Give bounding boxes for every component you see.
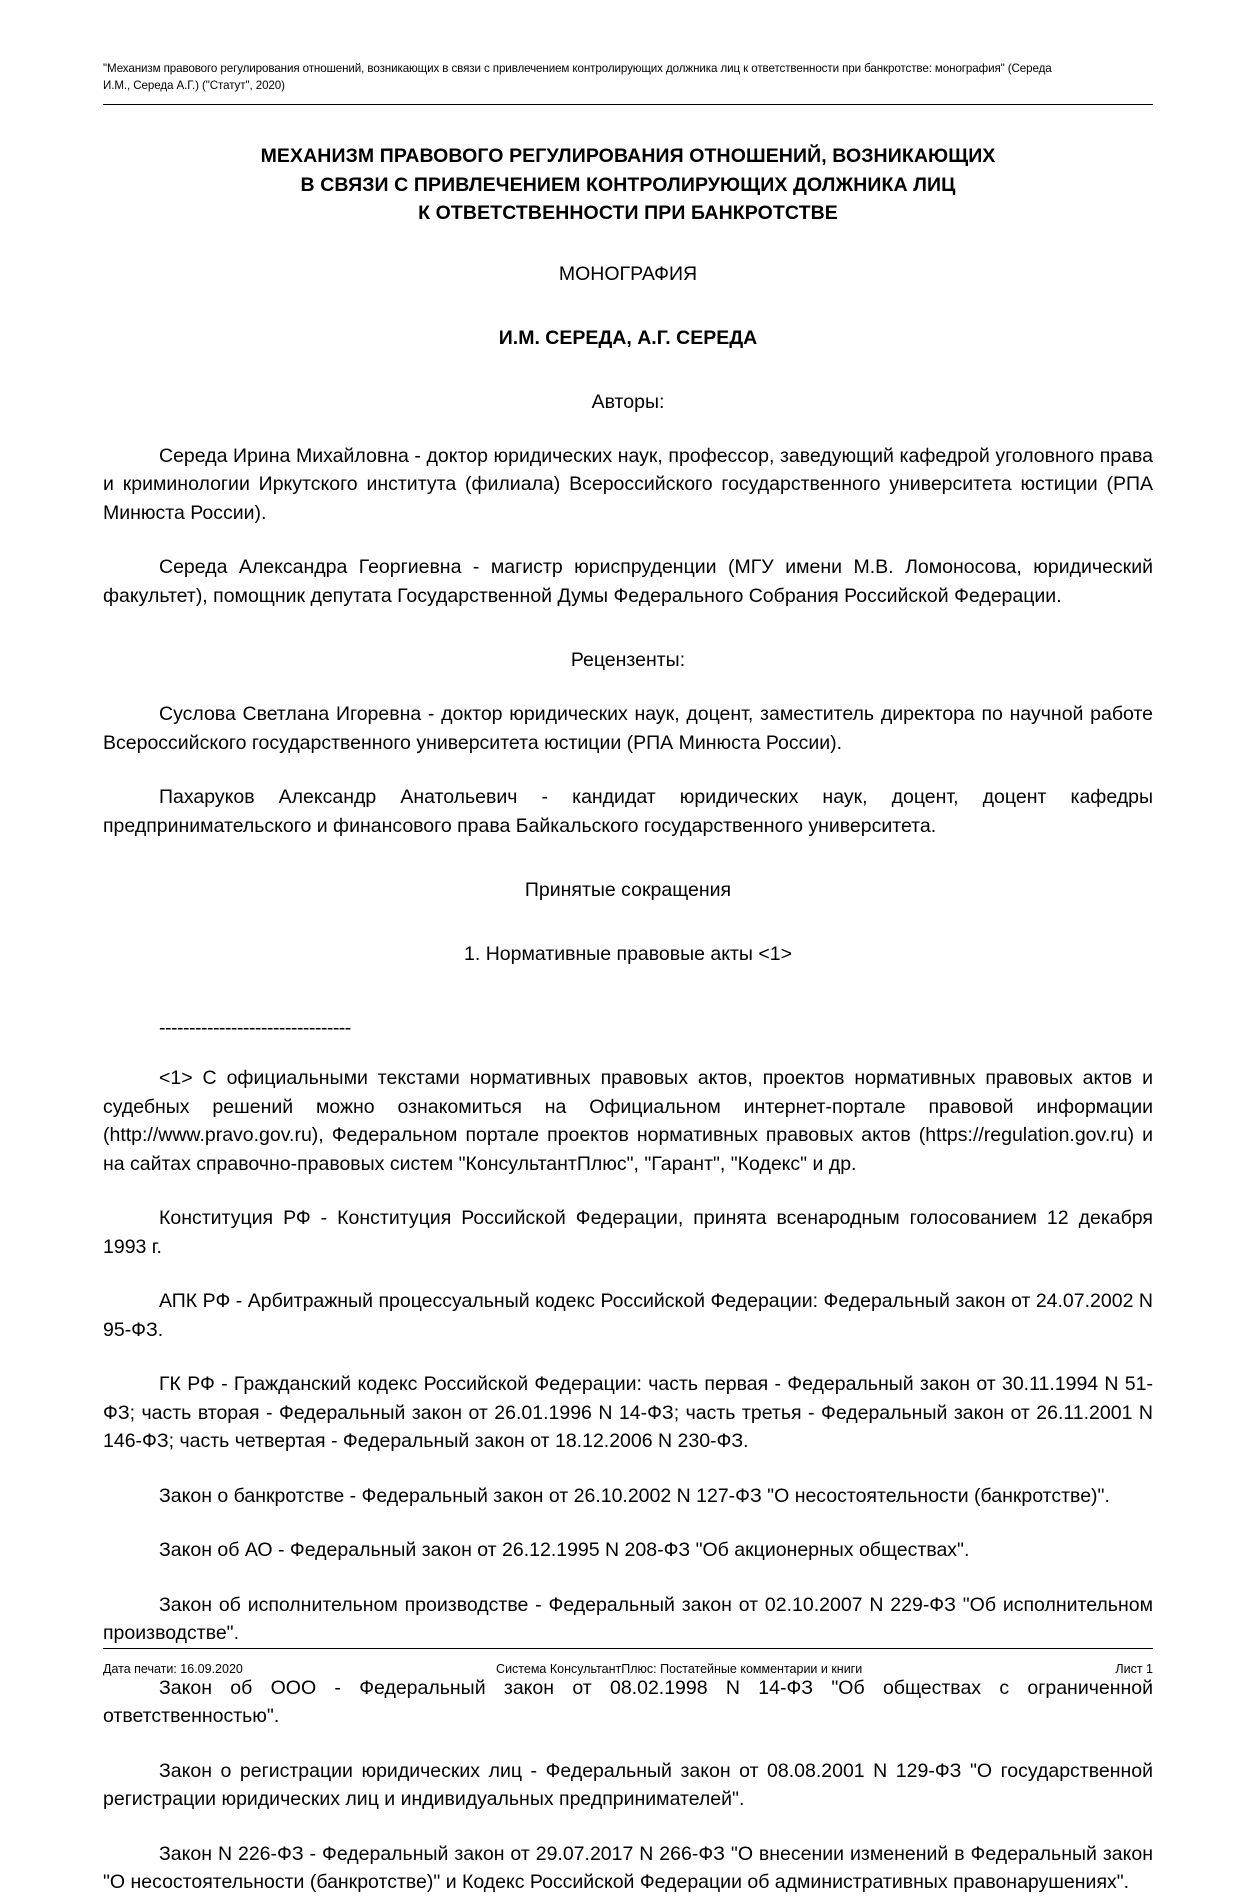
abbreviation-entry-7: Закон об ООО - Федеральный закон от 08.02.1998 N 14-ФЗ "Об обществах с ограниченной ответственностью". xyxy=(103,1676,1153,1727)
abbreviation-entry-4: Закон о банкротстве - Федеральный закон от 26.10.2002 N 127-ФЗ "О несостоятельности (банкротстве)". xyxy=(159,1484,1110,1507)
authors-section-label: Авторы: xyxy=(591,390,665,413)
abbreviations-heading: Принятые сокращения xyxy=(524,879,732,901)
footnote-separator: -------------------------------- xyxy=(159,1017,351,1039)
reviewer-bio-1: Суслова Светлана Игоревна - доктор юридических наук, доцент, заместитель директора по научной работе Всероссийского государственного университета юстиции (РПА Минюста России). xyxy=(103,703,1153,754)
running-header-line-1: "Механизм правового регулирования отношений, возникающих в связи с привлечением контролирующих должника лиц к ответственности при банкротстве: монография" (Середа xyxy=(103,62,1052,75)
footer-divider xyxy=(103,1648,1153,1649)
running-header xyxy=(103,60,1153,94)
footer-print-date: Дата печати: 16.09.2020 xyxy=(103,1662,243,1676)
section-heading-normative-acts: 1. Нормативные правовые акты <1> xyxy=(464,943,792,965)
page-title-line-2: В СВЯЗИ С ПРИВЛЕЧЕНИЕМ КОНТРОЛИРУЮЩИХ ДОЛЖНИКА ЛИЦ xyxy=(300,173,956,196)
author-bio-1: Середа Ирина Михайловна - доктор юридических наук, профессор, заведующий кафедрой уголовного права и криминологии Иркутского института (филиала) Всероссийского государственного университета юстиции (РПА Минюста России). xyxy=(103,444,1153,524)
header-divider xyxy=(103,104,1153,105)
abbreviation-entry-9: Закон N 226-ФЗ - Федеральный закон от 29.07.2017 N 266-ФЗ "О внесении изменений в Федеральный закон "О несостоятельности (банкротстве)" и Кодекс Российской Федерации об административных правонарушениях". xyxy=(103,1842,1153,1893)
running-footer xyxy=(103,1660,1153,1678)
document-subtitle: МОНОГРАФИЯ xyxy=(558,262,698,285)
footnote-1: <1> С официальными текстами нормативных правовых актов, проектов нормативных правовых актов и судебных решений можно ознакомиться на Официальном интернет-портале правовой информации (http://www.pravo.gov.ru), Федеральном портале проектов нормативных правовых актов (https://regulation.gov.ru) и на сайтах справочно-правовых систем "КонсультантПлюс", "Гарант", "Кодекс" и др. xyxy=(103,1067,1153,1175)
abbreviation-entry-6: Закон об исполнительном производстве - Федеральный закон от 02.10.2007 N 229-ФЗ "Об исполнительном производстве". xyxy=(103,1593,1153,1644)
page-title-line-3: К ОТВЕТСТВЕННОСТИ ПРИ БАНКРОТСТВЕ xyxy=(418,202,838,224)
abbreviation-entry-1: Конституция РФ - Конституция Российской Федерации, принята всенародным голосованием 12 декабря 1993 г. xyxy=(103,1207,1153,1258)
abbreviation-entry-8: Закон о регистрации юридических лиц - Федеральный закон от 08.08.2001 N 129-ФЗ "О государственной регистрации юридических лиц и индивидуальных предпринимателей". xyxy=(103,1759,1153,1810)
abbreviation-entry-3: ГК РФ - Гражданский кодекс Российской Федерации: часть первая - Федеральный закон от 30.11.1994 N 51-ФЗ; часть вторая - Федеральный закон от 26.01.1996 N 14-ФЗ; часть третья - Федеральный закон от 26.11.2001 N 146-ФЗ; часть четвертая - Федеральный закон от 18.12.2006 N 230-ФЗ. xyxy=(103,1373,1153,1452)
running-header-line-2: И.М., Середа А.Г.) ("Статут", 2020) xyxy=(103,79,285,92)
abbreviation-entry-5: Закон об АО - Федеральный закон от 26.12.1995 N 208-ФЗ "Об акционерных обществах". xyxy=(159,1539,970,1561)
reviewers-section-label: Рецензенты: xyxy=(570,649,686,671)
page-title xyxy=(103,142,1153,228)
document-body xyxy=(103,142,1153,1897)
abbreviation-entry-2: АПК РФ - Арбитражный процессуальный кодекс Российской Федерации: Федеральный закон от 24.07.2002 N 95-ФЗ. xyxy=(103,1290,1153,1341)
page-title-line-1: МЕХАНИЗМ ПРАВОВОГО РЕГУЛИРОВАНИЯ ОТНОШЕНИЙ, ВОЗНИКАЮЩИХ xyxy=(260,145,996,167)
footer-system-name: Система КонсультантПлюс: Постатейные комментарии и книги xyxy=(496,1662,863,1676)
author-bio-2: Середа Александра Георгиевна - магистр юриспруденции (МГУ имени М.В. Ломоносова, юридический факультет), помощник депутата Государственной Думы Федерального Собрания Российской Федерации. xyxy=(103,556,1153,607)
authors-names: И.М. СЕРЕДА, А.Г. СЕРЕДА xyxy=(498,326,758,349)
footer-page-number: Лист 1 xyxy=(1115,1662,1153,1676)
reviewer-bio-2: Пахаруков Александр Анатольевич - кандидат юридических наук, доцент, доцент кафедры предпринимательского и финансового права Байкальского государственного университета. xyxy=(103,786,1153,837)
